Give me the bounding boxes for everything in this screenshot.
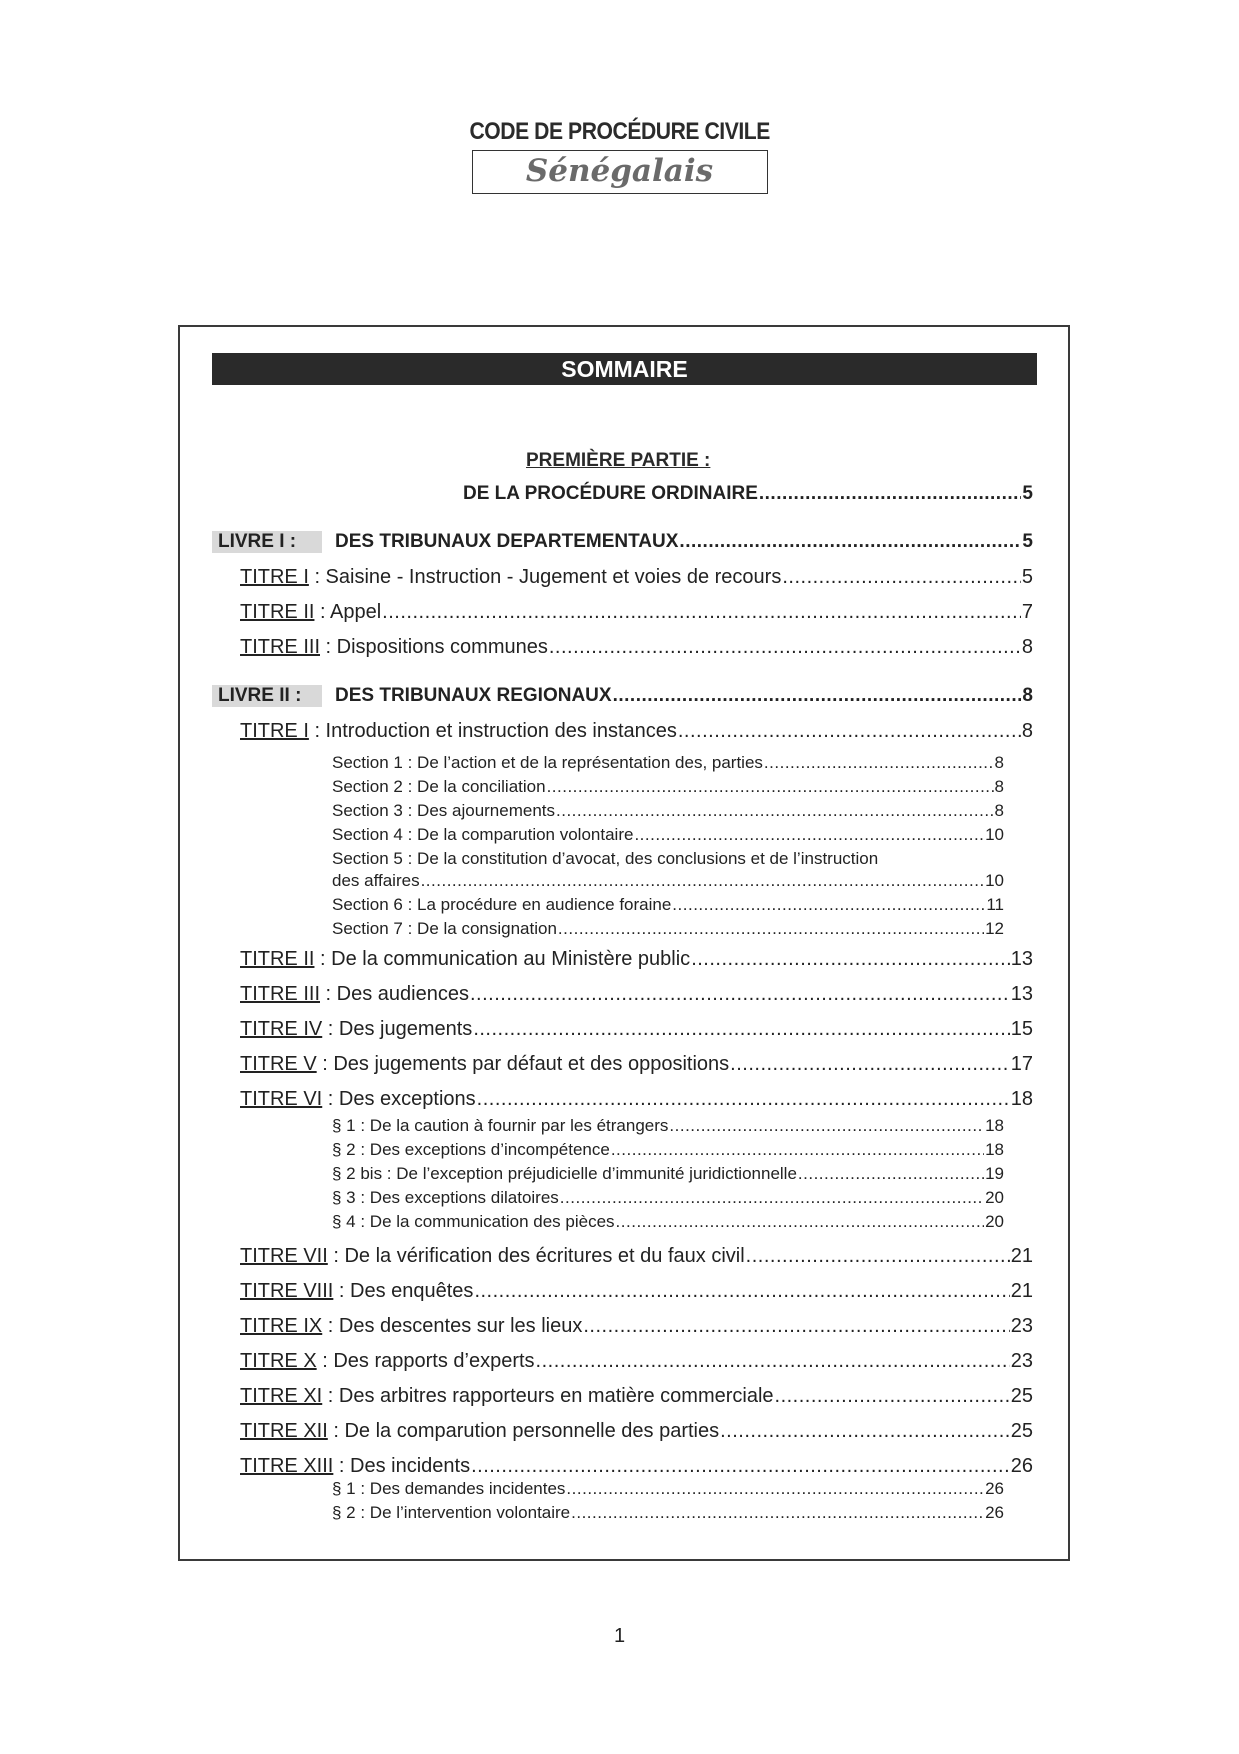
toc-section-entry[interactable]: Section 5 : De la constitution d’avocat, des conclusions et de l’instruction <box>332 849 879 868</box>
toc-titre-entry[interactable] <box>240 948 1033 971</box>
leader-dots <box>549 636 1021 659</box>
entry-label <box>240 1350 535 1373</box>
livre-1-entry[interactable] <box>335 531 1033 553</box>
page-ref: 21 <box>1010 1280 1033 1302</box>
toc-titre-entry[interactable] <box>240 601 1033 624</box>
leader-dots <box>678 720 1021 743</box>
entry-label <box>240 1385 774 1408</box>
toc-section-entry[interactable] <box>332 895 1004 915</box>
titre-ref: TITRE VIII <box>240 1280 334 1302</box>
titre-ref: TITRE I <box>240 566 309 588</box>
titre-text: : Saisine - Instruction - Jugement et voies de recours <box>308 566 782 588</box>
titre-ref: TITRE XI <box>240 1385 323 1407</box>
titre-text: : Dispositions communes <box>320 636 548 658</box>
page-ref: 7 <box>1021 601 1033 623</box>
livre-2-entry[interactable] <box>335 685 1033 707</box>
page-ref: 8 <box>1022 685 1033 706</box>
entry-label: DE LA PROCÉDURE ORDINAIRE <box>463 483 758 504</box>
leader-dots <box>764 753 994 773</box>
page-ref: 26 <box>985 1503 1004 1522</box>
toc-titre-entry[interactable] <box>240 1350 1033 1373</box>
toc-section-entry[interactable] <box>332 1212 1004 1232</box>
part-title: PREMIÈRE PARTIE : <box>526 450 711 471</box>
page-ref: 8 <box>1021 720 1033 742</box>
toc-titre-entry[interactable] <box>240 983 1033 1006</box>
toc-section-entry[interactable] <box>332 1503 1004 1523</box>
leader-dots <box>471 1455 1010 1478</box>
entry-label: § 2 : De l’intervention volontaire <box>332 1503 571 1522</box>
titre-text: : Des rapports d’experts <box>316 1350 535 1372</box>
entry-label <box>240 948 690 971</box>
page-ref: 5 <box>1022 483 1033 504</box>
entry-label: Section 6 : La procédure en audience foraine <box>332 895 672 914</box>
page-ref: 18 <box>1010 1088 1033 1110</box>
titre-text: : Des incidents <box>333 1455 471 1477</box>
page-ref: 8 <box>994 753 1004 772</box>
entry-label: § 2 : Des exceptions d’incompétence <box>332 1140 610 1159</box>
page-ref: 18 <box>985 1116 1004 1135</box>
livre-1-tag: LIVRE I : <box>212 531 322 553</box>
leader-dots <box>547 777 994 797</box>
toc-titre-entry[interactable] <box>240 636 1033 659</box>
toc-titre-entry[interactable] <box>240 1018 1033 1041</box>
entry-label <box>240 1455 470 1478</box>
page-ref: 13 <box>1010 948 1033 970</box>
page-ref: 12 <box>985 919 1004 938</box>
page-ref: 8 <box>994 801 1004 820</box>
page-ref: 5 <box>1021 566 1033 588</box>
titre-ref: TITRE XIII <box>240 1455 334 1477</box>
entry-label: § 4 : De la communication des pièces <box>332 1212 615 1231</box>
page-ref: 11 <box>986 895 1004 914</box>
leader-dots <box>669 1116 984 1136</box>
titre-text: : Des arbitres rapporteurs en matière commerciale <box>322 1385 774 1407</box>
leader-dots <box>782 566 1021 589</box>
toc-section-entry[interactable] <box>332 871 1004 891</box>
leader-dots <box>759 483 1022 505</box>
titre-ref: TITRE II <box>240 948 315 970</box>
titre-text: : De la vérification des écritures et du faux civil <box>327 1245 745 1267</box>
entry-label: § 2 bis : De l’exception préjudicielle d’immunité juridictionnelle <box>332 1164 797 1183</box>
page-ref: 21 <box>1010 1245 1033 1267</box>
titre-ref: TITRE IV <box>240 1018 323 1040</box>
page-number: 1 <box>613 1625 626 1647</box>
entry-label: Section 4 : De la comparution volontaire <box>332 825 634 844</box>
entry-label <box>240 1420 719 1443</box>
page-ref: 25 <box>1010 1420 1033 1442</box>
page-ref: 23 <box>1010 1315 1033 1337</box>
page-ref: 17 <box>1010 1053 1033 1075</box>
titre-ref: TITRE III <box>240 636 320 658</box>
entry-label <box>240 1245 745 1268</box>
leader-dots <box>536 1350 1010 1373</box>
titre-ref: TITRE III <box>240 983 320 1005</box>
entry-label <box>240 1088 476 1111</box>
page-ref: 25 <box>1010 1385 1033 1407</box>
titre-text: : Des exceptions <box>322 1088 476 1110</box>
titre-text: : Des descentes sur les lieux <box>322 1315 583 1337</box>
leader-dots <box>730 1053 1010 1076</box>
entry-label: Section 3 : Des ajournements <box>332 801 556 820</box>
titre-text: : De la comparution personnelle des parties <box>327 1420 720 1442</box>
toc-titre-entry[interactable] <box>240 1315 1033 1338</box>
titre-text: : Appel <box>314 601 382 623</box>
page-ref: 20 <box>985 1188 1004 1207</box>
leader-dots <box>634 825 984 845</box>
toc-section-entry[interactable] <box>332 919 1004 939</box>
toc-titre-entry[interactable] <box>240 1280 1033 1303</box>
titre-text: : De la communication au Ministère public <box>314 948 691 970</box>
toc-section-entry[interactable] <box>332 1188 1004 1208</box>
entry-label <box>240 720 677 743</box>
titre-text: : Des jugements par défaut et des oppositions <box>316 1053 730 1075</box>
leader-dots <box>560 1188 984 1208</box>
titre-ref: TITRE X <box>240 1350 317 1372</box>
page-ref: 13 <box>1010 983 1033 1005</box>
sommaire-title: SOMMAIRE <box>212 353 1037 385</box>
page-ref: 5 <box>1022 531 1033 552</box>
leader-dots <box>470 983 1010 1006</box>
leader-dots <box>679 531 1021 553</box>
toc-titre-entry[interactable] <box>240 1385 1033 1408</box>
toc-titre-entry[interactable] <box>240 1420 1033 1443</box>
page-ref: 10 <box>985 825 1004 844</box>
entry-label: DES TRIBUNAUX REGIONAUX <box>335 685 612 706</box>
toc-titre-entry[interactable] <box>240 1053 1033 1076</box>
leader-dots <box>583 1315 1009 1338</box>
leader-dots <box>691 948 1010 971</box>
leader-dots <box>775 1385 1010 1408</box>
leader-dots <box>672 895 985 915</box>
titre-ref: TITRE II <box>240 601 315 623</box>
document-header <box>0 118 1239 194</box>
entry-label: Section 7 : De la consignation <box>332 919 557 938</box>
leader-dots <box>473 1018 1009 1041</box>
toc-section-entry[interactable] <box>332 753 1004 773</box>
toc-titre-entry[interactable] <box>240 720 1033 743</box>
page-ref: 23 <box>1010 1350 1033 1372</box>
titre-ref: TITRE VII <box>240 1245 328 1267</box>
entry-label: § 3 : Des exceptions dilatoires <box>332 1188 559 1207</box>
leader-dots <box>616 1212 985 1232</box>
leader-dots <box>571 1503 984 1523</box>
page-ref: 10 <box>985 871 1004 890</box>
toc-section-entry[interactable] <box>332 825 1004 845</box>
toc-section-entry[interactable] <box>332 777 1004 797</box>
entry-label <box>240 636 548 659</box>
toc-titre-entry[interactable] <box>240 1245 1033 1268</box>
toc-section-entry[interactable] <box>332 1140 1004 1160</box>
code-title: CODE DE PROCÉDURE CIVILE <box>469 118 770 145</box>
sommaire-frame <box>178 325 1070 1561</box>
titre-text: : Des enquêtes <box>333 1280 474 1302</box>
toc-section-entry[interactable] <box>332 1164 1004 1184</box>
titre-ref: TITRE XII <box>240 1420 328 1442</box>
country-box: Sénégalais <box>472 150 768 194</box>
titre-ref: TITRE I <box>240 720 309 742</box>
leader-dots <box>566 1479 984 1499</box>
entry-label: DES TRIBUNAUX DEPARTEMENTAUX <box>335 531 679 552</box>
entry-label <box>240 1018 472 1041</box>
titre-text: : Des jugements <box>322 1018 473 1040</box>
entry-label: § 1 : Des demandes incidentes <box>332 1479 566 1498</box>
leader-dots <box>611 1140 984 1160</box>
titre-text: : Introduction et instruction des instances <box>308 720 677 742</box>
page-ref: 8 <box>994 777 1004 796</box>
entry-label <box>240 601 381 624</box>
leader-dots <box>798 1164 984 1184</box>
leader-dots <box>382 601 1021 624</box>
entry-label <box>240 566 781 589</box>
page-ref: 26 <box>985 1479 1004 1498</box>
toc-section-entry[interactable] <box>332 801 1004 821</box>
titre-ref: TITRE VI <box>240 1088 323 1110</box>
part-subtitle-entry[interactable] <box>463 483 1033 505</box>
toc-section-entry[interactable] <box>332 1479 1004 1499</box>
entry-label <box>240 983 469 1006</box>
page-ref: 20 <box>985 1212 1004 1231</box>
entry-label <box>240 1280 473 1303</box>
titre-ref: TITRE V <box>240 1053 317 1075</box>
leader-dots <box>720 1420 1010 1443</box>
entry-label: § 1 : De la caution à fournir par les étrangers <box>332 1116 669 1135</box>
page-ref: 15 <box>1010 1018 1033 1040</box>
page-ref: 18 <box>985 1140 1004 1159</box>
entry-label: des affaires <box>332 871 420 890</box>
leader-dots <box>421 871 985 891</box>
titre-text: : Des audiences <box>320 983 469 1005</box>
titre-ref: TITRE IX <box>240 1315 323 1337</box>
entry-label <box>240 1315 582 1338</box>
entry-label: Section 1 : De l’action et de la représentation des, parties <box>332 753 763 772</box>
leader-dots <box>558 919 984 939</box>
page-ref: 19 <box>985 1164 1004 1183</box>
page-ref: 26 <box>1010 1455 1033 1477</box>
leader-dots <box>556 801 994 821</box>
page-ref: 8 <box>1021 636 1033 658</box>
toc-titre-entry[interactable] <box>240 1455 1033 1478</box>
livre-2-tag: LIVRE II : <box>212 685 322 707</box>
leader-dots <box>474 1280 1009 1303</box>
toc-titre-entry[interactable] <box>240 566 1033 589</box>
leader-dots <box>746 1245 1010 1268</box>
toc-section-entry[interactable] <box>332 1116 1004 1136</box>
entry-label: Section 2 : De la conciliation <box>332 777 546 796</box>
leader-dots <box>613 685 1022 707</box>
toc-titre-entry[interactable] <box>240 1088 1033 1111</box>
leader-dots <box>477 1088 1010 1111</box>
entry-label <box>240 1053 729 1076</box>
